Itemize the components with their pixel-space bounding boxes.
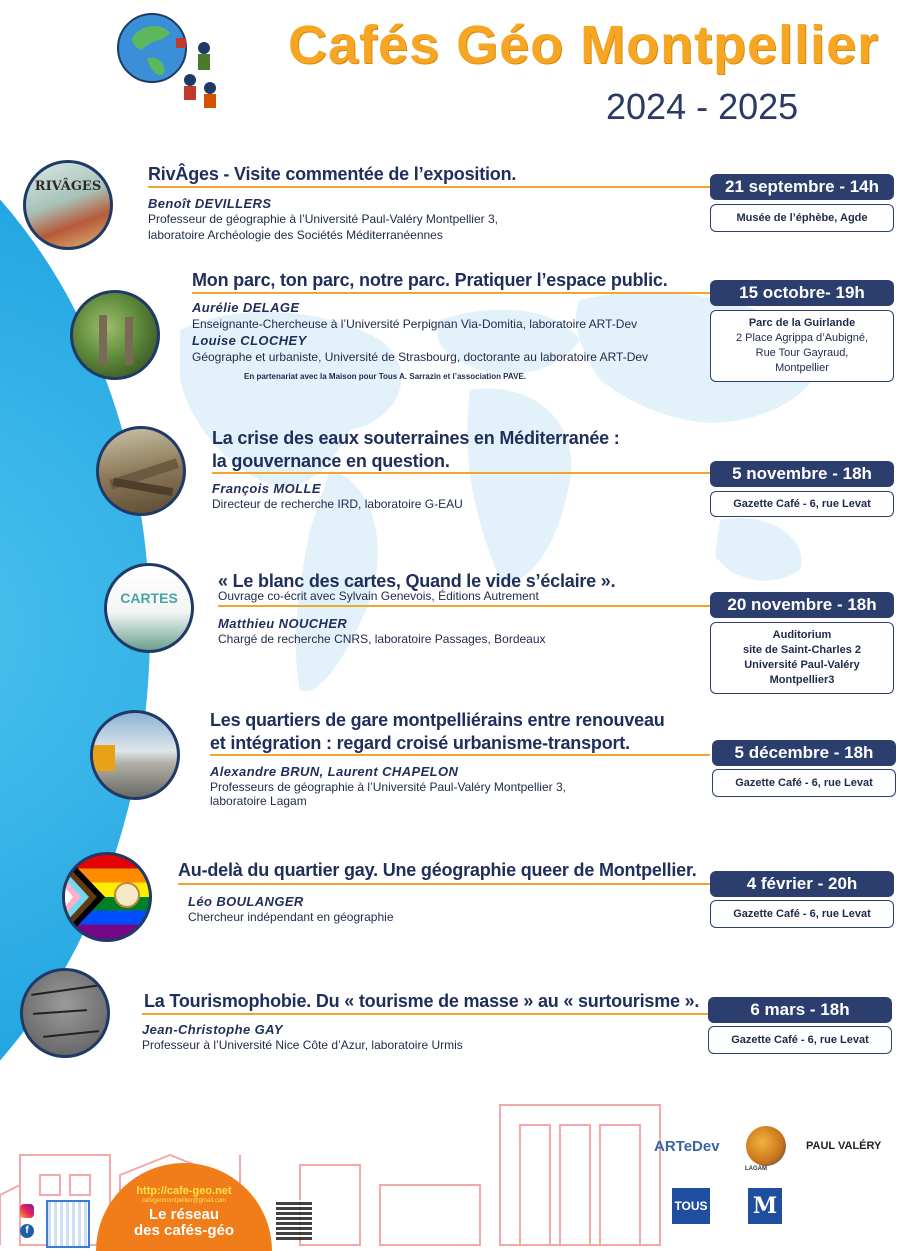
facebook-icon[interactable]: f [20, 1224, 34, 1238]
sponsor-montpellier-logo: M [748, 1188, 782, 1224]
event-7-title: La Tourismophobie. Du « tourisme de masse » au « surtourisme ». [144, 991, 700, 1011]
event-3-affiliation: Directeur de recherche IRD, laboratoire G-EAU [212, 497, 463, 511]
graffiti-mark [31, 984, 101, 996]
event-7-photo [20, 968, 110, 1058]
event-5-affiliation-2: laboratoire Lagam [210, 794, 307, 808]
event-4-speaker: Matthieu NOUCHER [218, 616, 348, 631]
gate-pillar [99, 315, 107, 365]
event-7-date: 6 mars - 18h [708, 997, 892, 1023]
event-5-rule [210, 754, 710, 756]
event-7-affiliation: Professeur à l’Université Nice Côte d’Azur, laboratoire Urmis [142, 1038, 463, 1052]
event-2-photo [70, 290, 160, 380]
event-1-photo [23, 160, 113, 250]
event-6-photo [62, 852, 152, 942]
contact-email[interactable]: cafegeomontpellier@gmail.com [141, 1198, 227, 1204]
event-4-place: Auditorium site de Saint-Charles 2 Université Paul-Valéry Montpellier3 [710, 622, 894, 694]
tram-shape [93, 745, 115, 771]
event-4-rule [218, 605, 710, 607]
event-6-title: Au-delà du quartier gay. Une géographie queer de Montpellier. [178, 860, 697, 880]
event-5-affiliation-1: Professeurs de géographie à l’Université Paul-Valéry Montpellier 3, [210, 780, 566, 794]
event-1-title: RivÂges - Visite commentée de l’exposition. [148, 164, 517, 184]
event-4-photo-label: CARTES [120, 590, 178, 606]
event-1-date: 21 septembre - 14h [710, 174, 894, 200]
event-5-title-line-1: Les quartiers de gare montpelliérains entre renouveau [210, 710, 665, 730]
event-5-date: 5 décembre - 18h [712, 740, 896, 766]
event-2-affiliation-2: Géographe et urbaniste, Université de Strasbourg, doctorante au laboratoire ART-Dev [192, 350, 649, 364]
event-3-title-line-2: la gouvernance en question. [212, 451, 450, 471]
event-2-speaker-1: Aurélie DELAGE [192, 300, 300, 315]
event-1-affiliation-2: laboratoire Archéologie des Sociétés Méditerranéennes [148, 228, 443, 242]
gate-pillar [125, 317, 133, 365]
event-1-rule [148, 186, 710, 188]
progress-chevron-icon [65, 855, 149, 939]
event-4-title: « Le blanc des cartes, Quand le vide s’éclaire ». [218, 571, 616, 591]
network-text: Le réseau des cafés-géo [133, 1206, 235, 1239]
event-2-date: 15 octobre- 19h [710, 280, 894, 306]
event-6-date: 4 février - 20h [710, 871, 894, 897]
event-5-title-line-2: et intégration : regard croisé urbanisme-transport. [210, 733, 630, 753]
event-6-rule [178, 883, 710, 885]
event-4-subtitle: Ouvrage co-écrit avec Sylvain Genevois, Éditions Autrement [218, 589, 539, 603]
event-4-date: 20 novembre - 18h [710, 592, 894, 618]
event-1-speaker: Benoît DEVILLERS [148, 196, 272, 211]
event-3-place: Gazette Café - 6, rue Levat [710, 491, 894, 517]
sponsor-lagam-logo [746, 1126, 786, 1166]
sponsor-tous-logo: TOUS [672, 1188, 710, 1224]
event-4-affiliation: Chargé de recherche CNRS, laboratoire Passages, Bordeaux [218, 632, 546, 646]
event-7-speaker: Jean-Christophe GAY [142, 1022, 283, 1037]
season-year: 2024 - 2025 [606, 86, 799, 127]
event-3-speaker: François MOLLE [212, 481, 321, 496]
event-5-place: Gazette Café - 6, rue Levat [712, 769, 896, 797]
sponsor-paul-valery-logo: PAUL VALÉRY [806, 1140, 882, 1152]
event-6-speaker: Léo BOULANGER [188, 894, 304, 909]
event-7-place: Gazette Café - 6, rue Levat [708, 1026, 892, 1054]
event-2-title: Mon parc, ton parc, notre parc. Pratiquer l’espace public. [192, 270, 668, 290]
event-2-rule [192, 292, 710, 294]
event-2-partner-note: En partenariat avec la Maison pour Tous A. Sarrazin et l’association PAVE. [244, 372, 527, 381]
website-link[interactable]: http://cafe-geo.net [136, 1185, 232, 1197]
page-title: Cafés Géo Montpellier [288, 15, 880, 75]
graffiti-mark [43, 1030, 99, 1038]
event-1-affiliation-1: Professeur de géographie à l’Université Paul-Valéry Montpellier 3, [148, 212, 498, 226]
event-6-affiliation: Chercheur indépendant en géographie [188, 910, 394, 924]
event-3-title-line-1: La crise des eaux souterraines en Méditerranée : [212, 428, 620, 448]
event-2-affiliation-1: Enseignante-Chercheuse à l’Université Perpignan Via-Domitia, laboratoire ART-Dev [192, 317, 638, 331]
sponsor-artdev-logo: ARTeDev [654, 1138, 720, 1155]
qr-code-left [46, 1200, 90, 1248]
event-5-speaker: Alexandre BRUN, Laurent CHAPELON [210, 764, 459, 779]
log-shape [113, 478, 173, 496]
instagram-icon[interactable] [20, 1204, 34, 1218]
event-5-photo [90, 710, 180, 800]
event-3-photo [96, 426, 186, 516]
event-4-photo [104, 563, 194, 653]
event-1-photo-label: RIVÂGES [34, 179, 102, 194]
event-1-place: Musée de l’éphèbe, Agde [710, 204, 894, 232]
graffiti-mark [33, 1009, 87, 1015]
qr-code-right [276, 1200, 312, 1240]
event-6-place: Gazette Café - 6, rue Levat [710, 900, 894, 928]
sponsor-lagam-label: LAGAM [745, 1166, 767, 1172]
event-3-rule [212, 472, 710, 474]
event-2-speaker-2: Louise CLOCHEY [192, 333, 307, 348]
event-7-rule [142, 1013, 708, 1015]
event-2-place: Parc de la Guirlande 2 Place Agrippa d’Aubigné, Rue Tour Gayraud, Montpellier [710, 310, 894, 382]
event-3-date: 5 novembre - 18h [710, 461, 894, 487]
cafe-geo-logo [112, 8, 222, 118]
